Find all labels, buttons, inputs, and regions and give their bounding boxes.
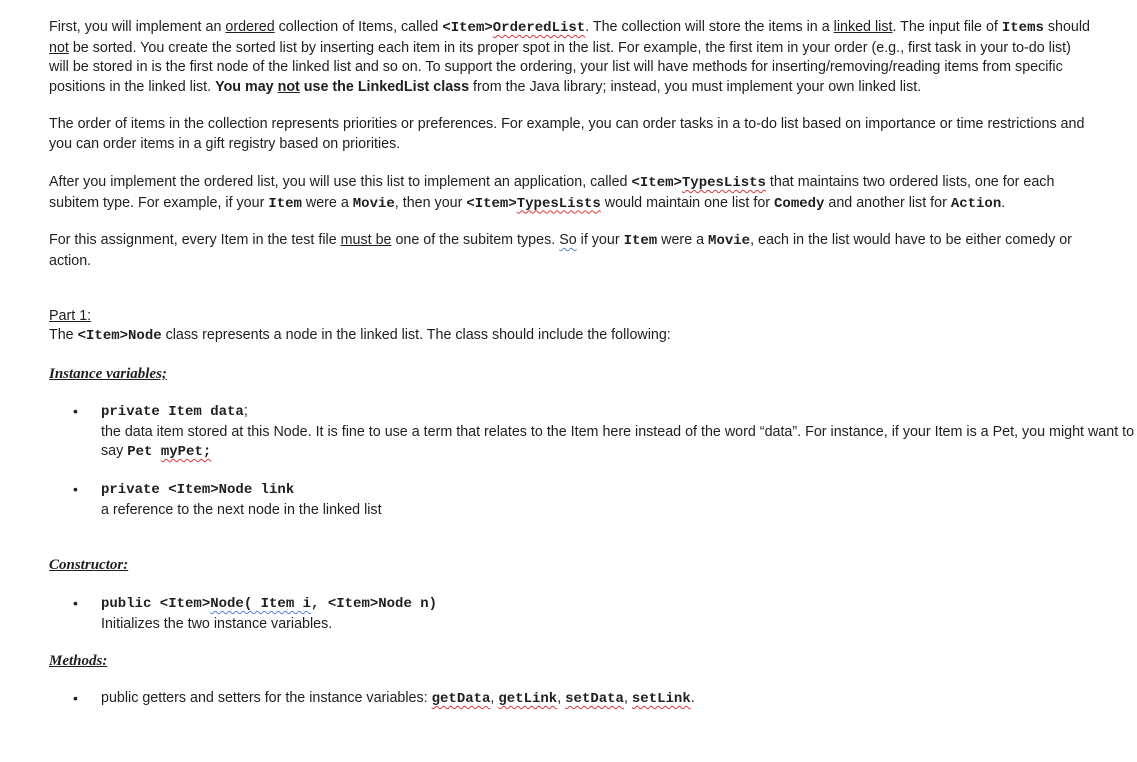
text: . [1001,194,1006,211]
text: and another list for [824,194,951,211]
text: class represents a node in the linked list. The class should include the following: [161,327,671,343]
code-term-misspelled: myPet; [160,444,212,461]
text: , [623,690,632,706]
text-bold: You may [215,78,278,95]
text: one of the subitem types. [391,232,560,248]
code-term: , <Item>Node n [311,596,429,612]
text: . The input file of [892,19,1002,35]
text: . The collection will store the items in a [585,19,834,35]
code-term-misspelled: TypesLists [516,195,601,212]
text: collection of Items, called [274,19,443,35]
text: from the Java library; instead, you must implement your own linked list. [469,78,922,95]
text: , each in the list would have to be either comedy or action. [49,232,1072,269]
text: be sorted. You create the sorted list by inserting each item in its proper spot in the list. For example, the first item in your order (e.g., first task in your to-do list) will be stored in is the first node of the linked list and so on. To support the ordering, your list will have methods for inserting/removing/reading items from specific positions in the linked list. [49,39,1071,95]
instance-variable-data [49,402,1137,463]
code-term: Item [623,233,658,249]
text-underlined: linked list [833,19,893,35]
text: would maintain one list for [600,194,775,211]
code-term-misspelled: OrderedList [492,20,586,36]
method-name: getData [431,691,491,707]
code-term: <Item> [631,175,682,191]
text: , [557,690,566,706]
code-term: Movie [708,233,751,249]
paragraph-intro [49,18,1094,97]
text: After you implement the ordered list, you will use this list to implement an application, called [49,174,632,190]
code-term: public <Item> [101,596,211,612]
text-bold: use the LinkedList class [299,78,470,95]
code-term: Items [1001,20,1044,36]
text: were a [301,194,353,211]
method-name: setData [565,691,624,707]
code-term: <Item>Node [77,328,162,344]
method-name: setLink [631,691,691,707]
description: the data item stored at this Node. It is fine to use a term that relates to the Item here instead of the word “data”. For instance, if your Item is a Pet, you might want to say [101,423,1135,460]
part1-intro [49,326,1094,347]
paragraph-order: The order of items in the collection represents priorities or preferences. For example, you can order tasks in a to-do list based on importance or time restrictions and you can order items in a gift registry based on priorities. [49,116,1085,152]
text: were a [657,232,709,248]
code-term: <Item> [466,195,517,212]
methods-item [49,689,1137,710]
constructor-heading: Constructor: [49,557,129,573]
text: , [490,690,499,706]
code-term-flagged: Node( Item i [210,596,312,612]
instance-variables-heading: Instance variables; [49,366,167,382]
paragraph-application [49,173,1094,214]
text: public getters and setters for the instance variables: [101,690,432,706]
method-name: getLink [498,691,558,707]
code-term: Action [950,195,1002,212]
text-underlined: must be [340,232,392,248]
constructor-item [49,594,1137,634]
part1-title: Part 1: [49,308,92,324]
bullet-icon: • [73,481,78,497]
text-bold-underlined: not [277,78,300,95]
code-term: Pet [127,444,161,461]
code-term: ) [428,596,438,612]
description: a reference to the next node in the linked list [101,501,382,518]
text-underlined: not [49,39,69,56]
code-term: <Item> [442,20,493,36]
methods-heading: Methods: [49,653,108,669]
instance-variable-link [49,480,1137,520]
text: that maintains two ordered lists, one for each subitem type. For example, if your [49,174,1055,211]
code-term: Comedy [774,195,825,212]
code-declaration: private Item data [101,404,244,420]
text: should [1043,19,1090,35]
text-underlined: ordered [225,19,275,35]
bullet-icon: • [73,403,78,419]
description: Initializes the two instance variables. [101,615,333,632]
text: ; [243,403,248,419]
text: First, you will implement an [49,19,226,35]
grammar-flag: So [559,232,577,248]
bullet-icon: • [73,690,78,706]
text: For this assignment, every Item in the test file [49,232,341,248]
text: if your [576,232,624,248]
code-term: Movie [352,195,395,212]
text: , then your [394,194,467,211]
code-term-misspelled: TypesLists [681,175,766,191]
paragraph-subitems [49,231,1094,271]
code-term: Item [268,195,302,212]
code-declaration: private <Item>Node link [101,482,295,498]
text: . [690,690,695,706]
text: The [49,327,78,343]
bullet-icon: • [73,595,78,611]
